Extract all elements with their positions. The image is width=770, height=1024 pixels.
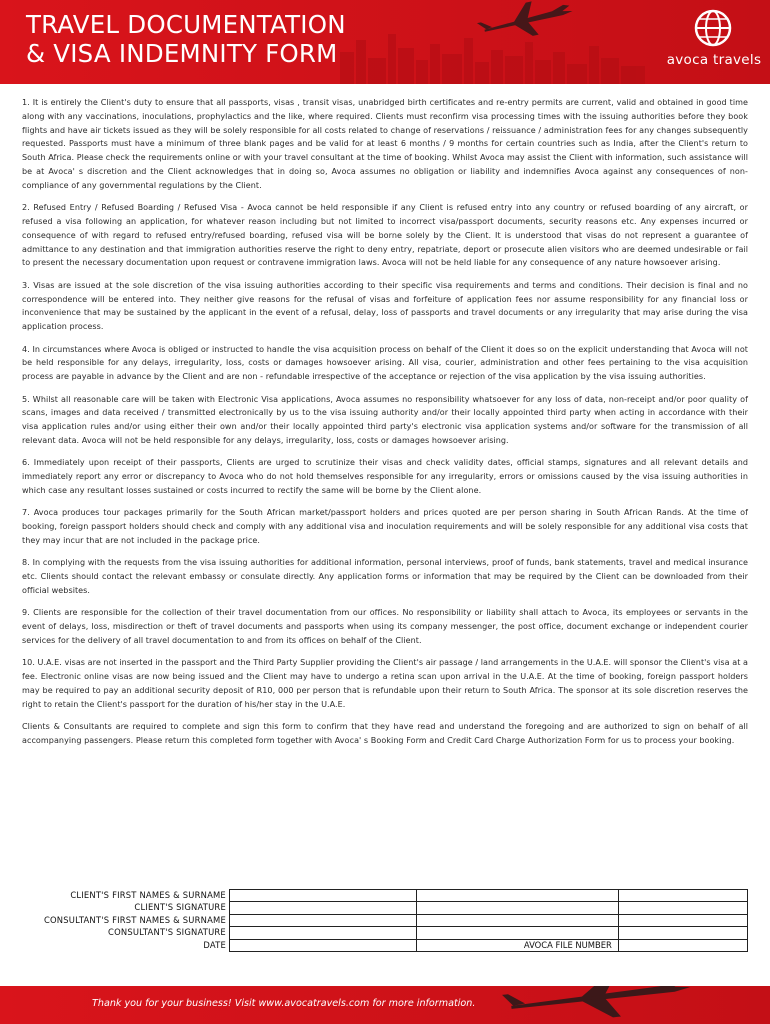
title-line-1: TRAVEL DOCUMENTATION	[26, 10, 346, 39]
page-title	[26, 10, 346, 68]
file-number-field[interactable]	[619, 939, 748, 952]
header-banner	[0, 0, 770, 84]
form-row-client-signature	[22, 901, 748, 913]
form-row-date	[22, 939, 748, 951]
client-names-field-2[interactable]	[417, 889, 618, 901]
consultant-names-field-2[interactable]	[417, 914, 618, 926]
client-names-label: CLIENT'S FIRST NAMES & SURNAME	[70, 890, 226, 900]
signature-form	[22, 889, 748, 951]
terms-paragraph: 10. U.A.E. visas are not inserted in the passport and the Third Party Supplier providing the Client's air passage / land arrangements in the U.A.E. will sponsor the Client's visa at a fee. Electronic online visas are now being issued and the Client may have to undergo a retina scan upon arrival in the U.A.E. At the time of booking, foreign passport holders may be required to pay an additional security deposit of R10, 000 per person that is refundable upon their return to South Africa. The sponsor at its sole discretion reserves the right to retain the Client's passport for the duration of his/her stay in the U.A.E.	[22, 658, 748, 709]
terms-paragraph: 2. Refused Entry / Refused Boarding / Refused Visa - Avoca cannot be held responsible if any Client is refused entry into any country or refused boarding of any aircraft, or refused a visa following an application, for whatever reason including but not limited to incorrect visa/passport documents, security reasons etc. Any expenses incurred or consequence of with regard to refused entry/refused boarding, refused visa will be borne solely by the Client. It is understood that visas do not represent a guarantee of admittance to any destination and that immigration authorities reserve the right to deny entry, repatriate, deport or prosecute alien visitors who are deemed undesirable or fail to present the necessary documentation upon request or contravene immigration laws. Avoca will not be held liable for any consequence of any nature howsoever arising.	[22, 203, 748, 268]
file-number-label: AVOCA FILE NUMBER	[523, 939, 612, 950]
consultant-signature-field-2[interactable]	[417, 926, 618, 938]
client-signature-field-3[interactable]	[619, 901, 748, 913]
date-label: DATE	[203, 939, 226, 950]
consultant-names-label: CONSULTANT'S FIRST NAMES & SURNAME	[43, 914, 226, 925]
client-names-field[interactable]	[229, 889, 418, 901]
date-field[interactable]	[229, 939, 418, 952]
terms-paragraph: 1. It is entirely the Client's duty to ensure that all passports, visas , transit visas, unabridged birth certificates and re-entry permits are current, valid and obtained in good time along with any vaccinations, inoculations, prophylactics and the like, where required. Clients must reconfirm visa processing times with the issuing authorities before they book flights and have air tickets issued as they will be solely responsible for all costs related to change of reservations / reissuance / administration fees for any changes subsequently requested. Passports must have a minimum of three blank pages and be valid for at least 6 months / 9 months for certain countries such as India, after the Client's return to South Africa. Please check the requirements online or with your travel consultant at the time of booking. Whilst Avoca may assist the Client with information, such assistance will be at Avoca' s discretion and the Client acknowledges that in doing so, Avoca assumes no obligation or liability and indemnifies Avoca against any consequences of non-compliance of any governmental regulations by the Client.	[22, 98, 748, 190]
logo-wordmark: avoca travels	[666, 52, 762, 68]
terms-content	[22, 96, 748, 756]
terms-paragraph: 9. Clients are responsible for the collection of their travel documentation from our offices. No responsibility or liability shall attach to Avoca, its employees or servants in the event of delays, loss, misdirection or theft of travel documents and passports when using its company messenger, the post office, document exchange or independent courier services for the delivery of all travel documentation to and from its offices on behalf of the Client.	[22, 608, 748, 645]
client-signature-field-2[interactable]	[417, 901, 618, 913]
terms-paragraph: 4. In circumstances where Avoca is obliged or instructed to handle the visa acquisition process on behalf of the Client it does so on the explicit understanding that Avoca will not be held responsible for any delays, irregularity, loss, costs or damages howsoever arising. All visa, courier, administration and other fees pertaining to the visa acquisition process are payable in advance by the Client and are non - refundable irrespective of the acceptance or rejection of the visa application by the visa issuing authorities.	[22, 344, 748, 382]
avoca-logo	[664, 8, 764, 78]
terms-paragraph: 5. Whilst all reasonable care will be taken with Electronic Visa applications, Avoca assumes no responsibility whatsoever for any loss of data, non-receipt and/or poor quality of scans, images and data received / transmitted electronically by us to the visa issuing authority and/or their locally appointed third party when acting in accordance with their visa application rules and/or using either their own and/or their locally appointed third party's electronic visa application systems and/or software for the transmission of all relevant data. Avoca will not be held responsible for any delays, irregularity, loss, costs or damages howsoever arising.	[22, 394, 748, 445]
title-line-2: & VISA INDEMNITY FORM	[26, 39, 338, 68]
terms-paragraph: 8. In complying with the requests from the visa issuing authorities for additional information, personal interviews, proof of funds, bank statements, travel and medical insurance etc. Clients should contact the relevant embassy or consulate directly. Any application forms or information that may be required by the Client can be downloaded from their official websites.	[22, 558, 748, 595]
form-row-client-names	[22, 889, 748, 901]
file-number-label-cell	[417, 939, 618, 952]
client-signature-field[interactable]	[229, 901, 418, 913]
footer-banner	[0, 986, 770, 1024]
globe-logo-icon	[689, 8, 737, 52]
consultant-signature-field-3[interactable]	[619, 926, 748, 938]
airplane-icon	[475, 0, 576, 47]
consultant-names-field[interactable]	[229, 914, 418, 926]
client-names-field-3[interactable]	[619, 889, 748, 901]
closing-paragraph: Clients & Consultants are required to complete and sign this form to confirm that they have read and understand the foregoing and are authorized to sign on behalf of all accompanying passengers. Please return this completed form together with Avoca' s Booking Form and Credit Card Charge Authorization Form for us to process your booking.	[22, 722, 748, 745]
consultant-signature-field[interactable]	[229, 926, 418, 938]
terms-paragraph: 6. Immediately upon receipt of their passports, Clients are urged to scrutinize their visas and check validity dates, official stamps, signatures and all relevant details and immediately report any error or discrepancy to Avoca who do not hold themselves responsible for any irregularity, errors or omissions caused by the visa issuing authorities in which case any resultant losses sustained or costs incurred to rectify the same will be borne by the Client alone.	[22, 458, 748, 495]
client-signature-label: CLIENT'S SIGNATURE	[134, 902, 226, 913]
form-row-consultant-signature	[22, 926, 748, 938]
footer-message: Thank you for your business! Visit www.avocatravels.com for more information.	[92, 998, 476, 1009]
consultant-signature-label: CONSULTANT'S SIGNATURE	[108, 927, 226, 938]
form-row-consultant-names	[22, 914, 748, 926]
consultant-names-field-3[interactable]	[619, 914, 748, 926]
airplane-icon	[500, 986, 700, 1024]
terms-paragraph: 7. Avoca produces tour packages primarily for the South African market/passport holders and prices quoted are per person sharing in South African Rands. At the time of booking, foreign passport holders should check and comply with any additional visa and inoculation requirements and will be solely responsible for any additional visa costs that they may incur that are not included in the package price.	[22, 508, 748, 545]
terms-paragraph: 3. Visas are issued at the sole discretion of the visa issuing authorities according to their specific visa requirements and terms and conditions. Their decision is final and no correspondence will be entered into. They neither give reasons for the refusal of visas and forfeiture of application fees nor assume responsibility for any financial loss or inconvenience that may be sustained by the applicant in the event of a refusal, delay, loss of passports and travel documents or any irregularity that may arise during the visa application process.	[22, 280, 748, 332]
